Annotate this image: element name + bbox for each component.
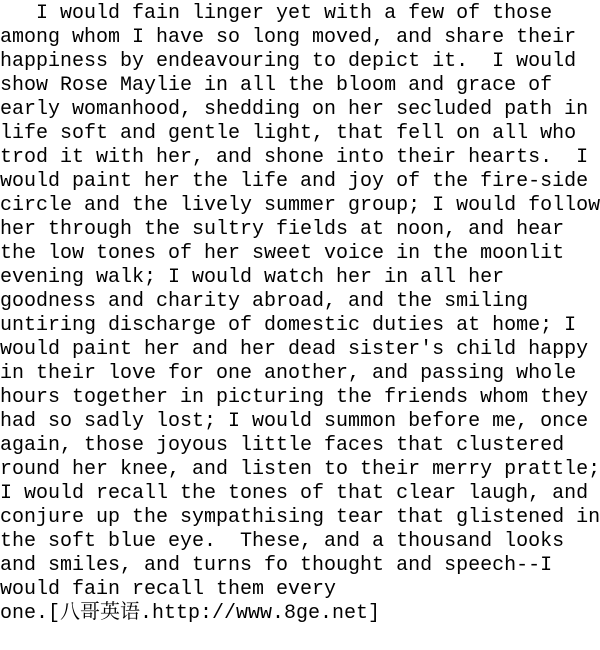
text-line: evening walk; I would watch her in all her	[0, 266, 505, 289]
text-line: the low tones of her sweet voice in the moonlit	[0, 242, 565, 265]
text-line: round her knee, and listen to their merry prattle;	[0, 458, 600, 481]
text-line: would paint her and her dead sister's child happy	[0, 338, 589, 361]
text-line: show Rose Maylie in all the bloom and grace of	[0, 74, 553, 97]
text-line: circle and the lively summer group; I would follow	[0, 194, 600, 217]
text-line: I would recall the tones of that clear laugh, and	[0, 482, 589, 505]
text-line: would paint her the life and joy of the fire-side	[0, 170, 589, 193]
text-line: one.[八哥英语.http://www.8ge.net]	[0, 602, 381, 625]
text-line: and smiles, and turns fo thought and speech--I	[0, 554, 553, 577]
text-line: the soft blue eye. These, and a thousand looks	[0, 530, 565, 553]
text-line: happiness by endeavouring to depict it. I would	[0, 50, 577, 73]
text-line: trod it with her, and shone into their hearts. I	[0, 146, 589, 169]
text-line: among whom I have so long moved, and share their	[0, 26, 577, 49]
text-line: goodness and charity abroad, and the smiling	[0, 290, 529, 313]
text-line: untiring discharge of domestic duties at home; I	[0, 314, 577, 337]
text-line: again, those joyous little faces that clustered	[0, 434, 565, 457]
text-line: I would fain linger yet with a few of those	[0, 2, 553, 25]
text-line: had so sadly lost; I would summon before me, once	[0, 410, 589, 433]
text-line: would fain recall them every	[0, 578, 337, 601]
text-line: hours together in picturing the friends whom they	[0, 386, 589, 409]
text-line: conjure up the sympathising tear that glistened in	[0, 506, 600, 529]
text-line: early womanhood, shedding on her secluded path in	[0, 98, 589, 121]
text-line: her through the sultry fields at noon, and hear	[0, 218, 565, 241]
text-line: life soft and gentle light, that fell on all who	[0, 122, 577, 145]
text-line: in their love for one another, and passing whole	[0, 362, 577, 385]
